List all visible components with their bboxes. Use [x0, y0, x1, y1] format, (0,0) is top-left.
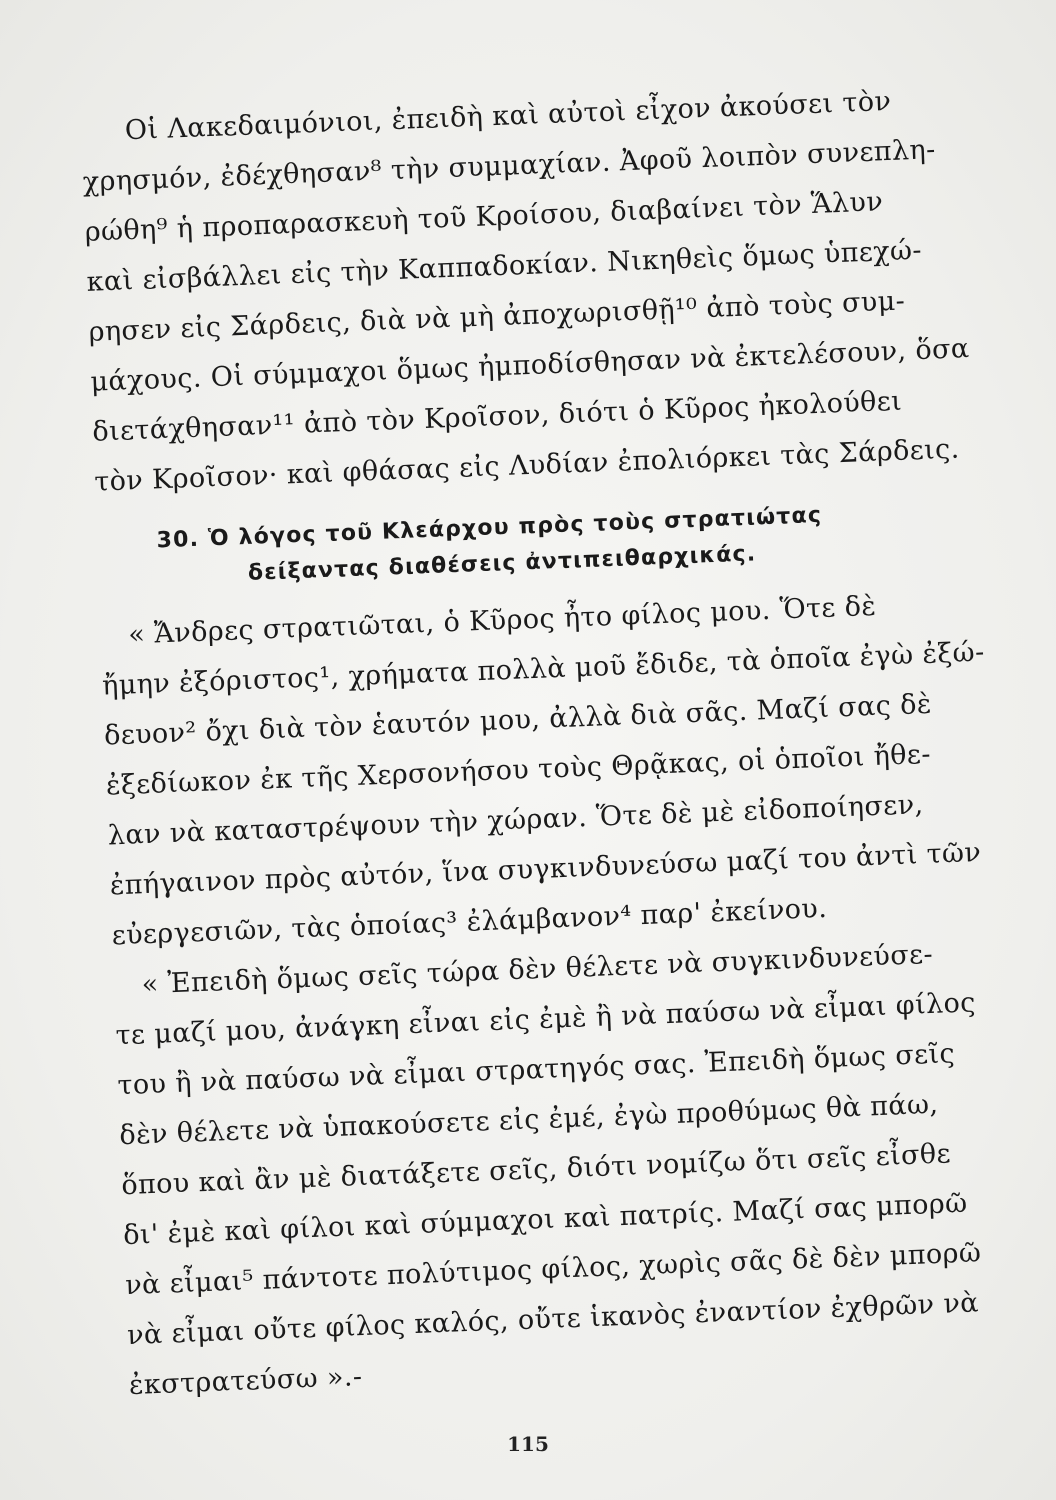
text-line: χρησμόν, ἐδέχθησαν⁸ τὴν συμμαχίαν. Ἀφοῦ λοιπὸν συνεπλη- [82, 134, 937, 198]
text-line: νὰ εἶμαι οὔτε φίλος καλός, οὔτε ἱκανὸς ἐναντίον ἐχθρῶν νὰ [126, 1287, 980, 1352]
text-line: ἐπήγαινον πρὸς αὐτόν, ἵνα συγκινδυνεύσω μαζί του ἀντὶ τῶν [109, 836, 982, 902]
text-line: ἤμην ἐξόριστος¹, χρήματα πολλὰ μοῦ ἔδιδε, τὰ ὁποῖα ἐγὼ ἐξώ- [101, 636, 986, 702]
section-heading [96, 492, 978, 598]
text-line: διετάχθησαν¹¹ ἀπὸ τὸν Κροῖσον, διότι ὁ Κῦρος ἠκολούθει [91, 385, 903, 448]
text-line: δὲν θέλετε νὰ ὑπακούσετε εἰς ἐμέ, ἐγὼ προθύμως θὰ πάω, [118, 1088, 939, 1152]
text-line: του ἢ νὰ παύσω νὰ εἶμαι στρατηγός σας. Ἐπειδὴ ὅμως σεῖς [116, 1038, 956, 1102]
page-number: 115 [507, 1432, 549, 1456]
text-line: ὅπου καὶ ἂν μὲ διατάξετε σεῖς, διότι νομίζω ὅτι σεῖς εἶσθε [120, 1138, 952, 1202]
text-line: μάχους. Οἱ σύμμαχοι ὅμως ἠμποδίσθησαν νὰ ἐκτελέσουν, ὅσα [89, 333, 971, 398]
text-line: « Ἐπειδὴ ὅμως σεῖς τώρα δὲν θέλετε νὰ συγκινδυνεύσε- [141, 938, 934, 1001]
text-line: ρώθη⁹ ἡ προπαρασκευὴ τοῦ Κροίσου, διαβαίνει τὸν Ἅλυν [84, 186, 884, 248]
paragraph-2 [99, 578, 992, 962]
text-line: « Ἄνδρες στρατιῶται, ὁ Κῦρος ἦτο φίλος μου. Ὅτε δὲ [127, 590, 877, 651]
text-line: ρησεν εἰς Σάρδεις, διὰ νὰ μὴ ἀποχωρισθῇ¹⁰ ἀπὸ τοὺς συμ- [88, 285, 906, 348]
text-line: τὸν Κροῖσον· καὶ φθάσας εἰς Λυδίαν ἐπολιόρκει τὰς Σάρδεις. [93, 433, 961, 498]
paragraph-3 [113, 928, 1010, 1411]
paragraph-1 [80, 74, 975, 507]
text-line: καὶ εἰσβάλλει εἰς τὴν Καππαδοκίαν. Νικηθεὶς ὅμως ὑπεχώ- [86, 234, 923, 298]
page-text [80, 74, 1009, 1411]
text-line: Οἱ Λακεδαιμόνιοι, ἐπειδὴ καὶ αὐτοὶ εἶχον ἀκούσει τὸν [124, 85, 892, 147]
text-line: δι' ἐμὲ καὶ φίλοι καὶ σύμμαχοι καὶ πατρίς. Μαζί σας μπορῶ [122, 1187, 969, 1252]
text-line: τε μαζί μου, ἀνάγκη εἶναι εἰς ἐμὲ ἢ νὰ παύσω νὰ εἶμαι φίλος [115, 987, 977, 1052]
text-line: λαν νὰ καταστρέψουν τὴν χώραν. Ὅτε δὲ μὲ εἰδοποίησεν, [107, 789, 924, 852]
text-line: ἐξεδίωκον ἐκ τῆς Χερσονήσου τοὺς Θρᾷκας, οἱ ὁποῖοι ἤθε- [105, 738, 932, 802]
text-line: νὰ εἶμαι⁵ πάντοτε πολύτιμος φίλος, χωρὶς σᾶς δὲ δὲν μπορῶ [124, 1237, 982, 1302]
text-line: εὐεργεσιῶν, τὰς ὁποίας³ ἐλάμβανον⁴ παρ' ἐκείνου. [111, 892, 828, 952]
section-heading-line-2: δείξαντας διαθέσεις ἀντιπειθαρχικάς. [247, 541, 757, 586]
text-line: δευον² ὄχι διὰ τὸν ἑαυτόν μου, ἀλλὰ διὰ σᾶς. Μαζί σας δὲ [103, 688, 933, 752]
text-line: ἐκστρατεύσω ».- [128, 1361, 363, 1402]
section-heading-line-1: 30. Ὁ λόγος τοῦ Κλεάρχου πρὸς τοὺς στρατιώτας [156, 502, 823, 554]
